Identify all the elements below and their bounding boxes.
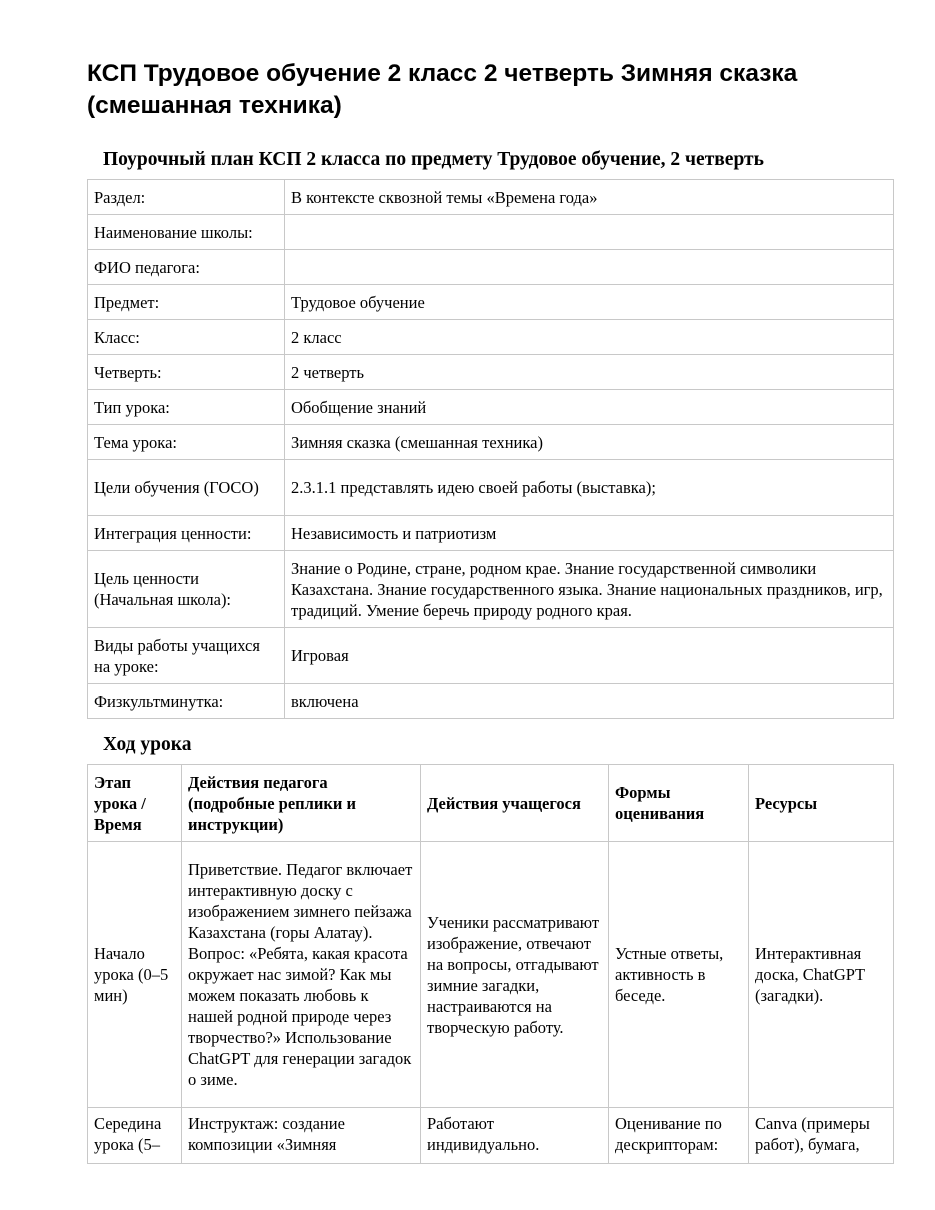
- row-label: Наименование школы:: [88, 215, 285, 250]
- lesson-course-table: [87, 764, 894, 1164]
- student-actions-cell: Ученики рассматривают изображение, отвечают на вопросы, отгадывают зимние загадки, настраиваются на творческую работу.: [421, 842, 609, 1108]
- row-label: Цели обучения (ГОСО): [88, 460, 285, 516]
- row-label: Виды работы учащихся на уроке:: [88, 628, 285, 684]
- row-value: В контексте сквозной темы «Времена года»: [285, 180, 894, 215]
- row-value: Зимняя сказка (смешанная техника): [285, 425, 894, 460]
- row-label: Тип урока:: [88, 390, 285, 425]
- row-label: Раздел:: [88, 180, 285, 215]
- column-header-student: Действия учащегося: [421, 765, 609, 842]
- row-value: 2 четверть: [285, 355, 894, 390]
- stage-cell: Середина урока (5–: [88, 1108, 182, 1164]
- lesson-info-table: [87, 179, 894, 719]
- column-header-teacher: Действия педагога (подробные реплики и инструкции): [182, 765, 421, 842]
- row-value: Знание о Родине, стране, родном крае. Знание государственной символики Казахстана. Знание государственного языка. Знание национальных праздников, игр, традиций. Умение беречь природу родного края.: [285, 551, 894, 628]
- table-row: [88, 684, 894, 719]
- column-header-assessment: Формы оценивания: [609, 765, 749, 842]
- page-title: КСП Трудовое обучение 2 класс 2 четверть Зимняя сказка (смешанная техника): [87, 60, 798, 119]
- table-row: [88, 355, 894, 390]
- row-value: Игровая: [285, 628, 894, 684]
- column-header-stage: Этап урока / Время: [88, 765, 182, 842]
- assessment-cell: Оценивание по дескрипторам:: [609, 1108, 749, 1164]
- table-row: [88, 460, 894, 516]
- table-row: [88, 390, 894, 425]
- resources-cell: Интерактивная доска, ChatGPT (загадки).: [749, 842, 894, 1108]
- row-value: Независимость и патриотизм: [285, 516, 894, 551]
- assessment-cell: Устные ответы, активность в беседе.: [609, 842, 749, 1108]
- row-value: 2.3.1.1 представлять идею своей работы (выставка);: [285, 460, 894, 516]
- row-value: включена: [285, 684, 894, 719]
- row-value: [285, 250, 894, 285]
- row-value: [285, 215, 894, 250]
- row-label: Четверть:: [88, 355, 285, 390]
- student-actions-cell: Работают индивидуально.: [421, 1108, 609, 1164]
- teacher-actions-cell: Приветствие. Педагог включает интерактивную доску с изображением зимнего пейзажа Казахстана (горы Алатау). Вопрос: «Ребята, какая красота окружает нас зимой? Как мы можем показать любовь к нашей родной природе через творчество?» Использование ChatGPT для генерации загадок о зиме.: [182, 842, 421, 1108]
- resources-cell: Canva (примеры работ), бумага,: [749, 1108, 894, 1164]
- table-row: [88, 516, 894, 551]
- row-label: Предмет:: [88, 285, 285, 320]
- table-row: [88, 551, 894, 628]
- table-row: [88, 215, 894, 250]
- row-value: Трудовое обучение: [285, 285, 894, 320]
- table-row: [88, 250, 894, 285]
- teacher-actions-cell: Инструктаж: создание композиции «Зимняя: [182, 1108, 421, 1164]
- table-row: [88, 285, 894, 320]
- plan-heading: Поурочный план КСП 2 класса по предмету Трудовое обучение, 2 четверть: [103, 149, 764, 170]
- row-label: Интеграция ценности:: [88, 516, 285, 551]
- row-label: Физкультминутка:: [88, 684, 285, 719]
- row-value: Обобщение знаний: [285, 390, 894, 425]
- table-row: [88, 842, 894, 1108]
- table-row: [88, 425, 894, 460]
- stage-cell: Начало урока (0–5 мин): [88, 842, 182, 1108]
- table-row: [88, 628, 894, 684]
- table-header-row: [88, 765, 894, 842]
- row-label: ФИО педагога:: [88, 250, 285, 285]
- table-row: [88, 320, 894, 355]
- column-header-resources: Ресурсы: [749, 765, 894, 842]
- table-row: [88, 180, 894, 215]
- course-heading: Ход урока: [103, 734, 192, 755]
- row-label: Класс:: [88, 320, 285, 355]
- row-label: Цель ценности (Начальная школа):: [88, 551, 285, 628]
- row-label: Тема урока:: [88, 425, 285, 460]
- row-value: 2 класс: [285, 320, 894, 355]
- table-row: [88, 1108, 894, 1164]
